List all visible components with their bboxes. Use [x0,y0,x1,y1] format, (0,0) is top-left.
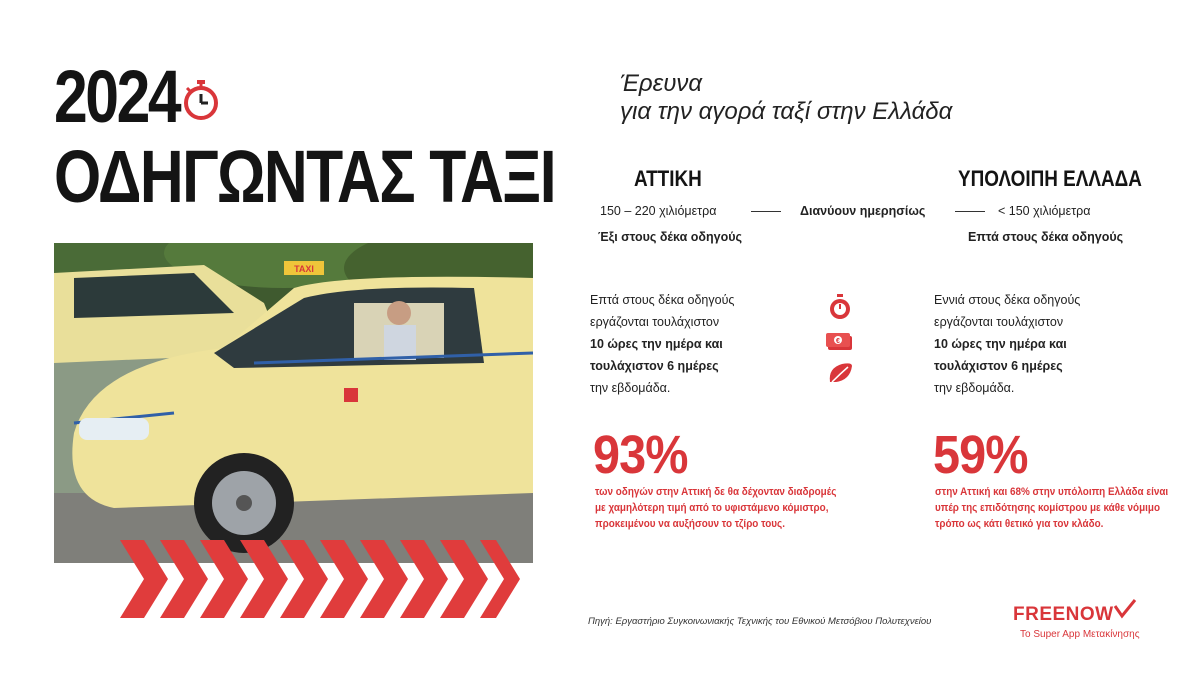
stat-attiki-value: 93% [593,425,688,485]
text-line: εργάζονται τουλάχιστον [590,315,720,329]
rest-km: < 150 χιλιόμετρα [998,204,1091,218]
svg-text:€: € [836,338,840,345]
source-note: Πηγή: Εργαστήριο Συγκοινωνιακής Τεχνικής του Εθνικού Μετσόβιου Πολυτεχνείου [588,616,932,627]
text-line: των οδηγών στην Αττική δε θα δέχονταν διαδρομές [595,486,837,498]
rest-hours-text [934,289,1080,399]
text-line: την εβδομάδα. [934,381,1015,395]
attiki-km: 150 – 220 χιλιόμετρα [600,204,717,218]
logo-text: FREENOW [1013,604,1114,625]
money-icon [826,332,854,352]
attiki-share: Έξι στους δέκα οδηγούς [598,230,742,244]
main-title: ΟΔΗΓΩΝΤΑΣ ΤΑΞΙ [54,135,555,218]
text-line: στην Αττική και 68% στην υπόλοιπη Ελλάδα είναι [935,486,1169,498]
text-line: με χαμηλότερη τιμή από το υφιστάμενο κόμιστρο, [595,502,829,514]
year-heading: 2024 [54,55,180,138]
freenow-logo [1013,604,1114,626]
divider-left [751,211,781,212]
chevron-pattern [120,540,520,618]
divider-right [955,211,985,212]
stat-rest-value: 59% [933,425,1028,485]
text-line: 10 ώρες την ημέρα και [934,337,1067,351]
rest-share: Επτά στους δέκα οδηγούς [968,230,1124,244]
text-line: 10 ώρες την ημέρα και [590,337,723,351]
checkmark-icon [1113,598,1137,620]
region-attiki: ΑΤΤΙΚΗ [634,166,702,191]
text-line: τουλάχιστον 6 ημέρες [934,359,1063,373]
stopwatch-icon [828,294,852,320]
survey-label: Έρευνα [620,70,703,97]
taxi-photo [54,243,533,563]
stat-attiki-text [595,484,836,532]
text-line: Επτά στους δέκα οδηγούς [590,293,735,307]
svg-text:ΤΑΧΙ: ΤΑΧΙ [294,264,314,274]
text-line: εργάζονται τουλάχιστον [934,315,1064,329]
stat-rest-text [935,484,1168,532]
survey-subtitle: για την αγορά ταξί στην Ελλάδα [620,98,953,125]
text-line: τρόπο ως κάτι θετικό για τον κλάδο. [935,518,1104,530]
logo-tagline: To Super App Μετακίνησης [1020,629,1140,640]
text-line: τουλάχιστον 6 ημέρες [590,359,719,373]
stopwatch-icon [182,78,220,120]
region-rest: ΥΠΟΛΟΙΠΗ ΕΛΛΑΔΑ [958,166,1142,191]
text-line: υπέρ της επιδότησης κομίστρου με κάθε νόμιμο [935,502,1161,514]
text-line: προκειμένου να αυξήσουν το τζίρο τους. [595,518,785,530]
leaf-icon [826,362,854,386]
text-line: Εννιά στους δέκα οδηγούς [934,293,1081,307]
attiki-hours-text [590,289,734,399]
text-line: την εβδομάδα. [590,381,671,395]
daily-label: Διανύουν ημερησίως [800,204,926,218]
